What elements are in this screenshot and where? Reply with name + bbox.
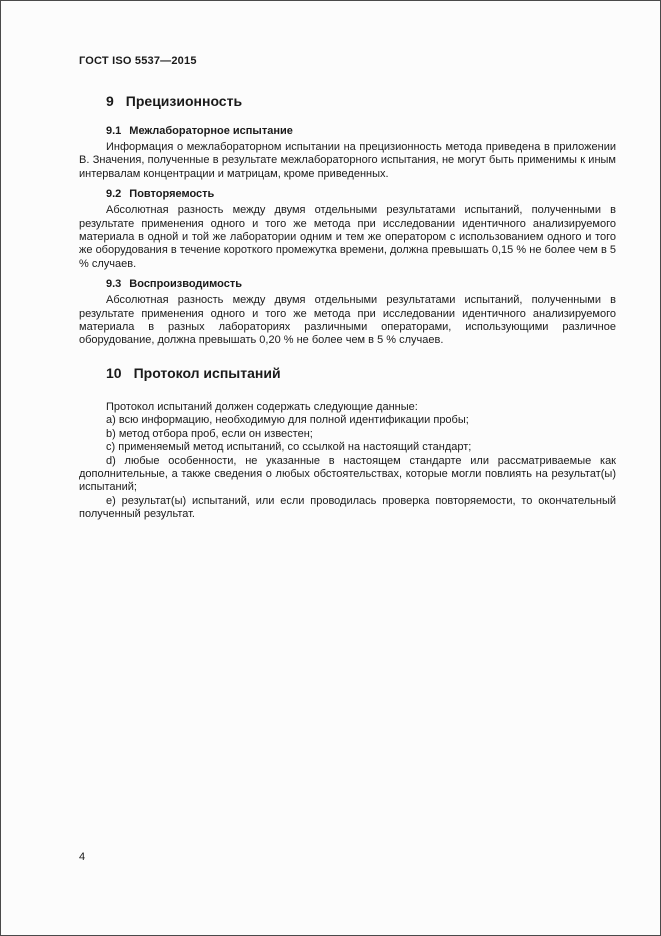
section-10 [79,365,616,522]
section-9-heading [106,93,616,109]
list-item-c-label: c) [106,441,116,454]
subsection-9-2-number: 9.2 [106,188,122,201]
list-item-d-text: любые особенности, не указанные в настоящем стандарте или рассматриваемые как дополнительные, а также сведения о любых обстоятельствах, которые могли повлиять на результат(ы) испытаний; [79,454,616,494]
list-item-b-label: b) [106,427,116,440]
subsection-9-2-heading [106,188,616,200]
list-item-b [79,428,616,441]
subsection-9-2-paragraph: Абсолютная разность между двумя отдельными результатами испытаний, полученными в результате применения одного и того же метода при исследовании идентичного анализируемого материала в одной и той же лаборатории одним и тем же оператором с использованием одного и того же оборудования в течение короткого промежутка времени, должна превышать 0,15 % не более чем в 5 % случаев. [79,204,616,270]
subsection-9-3-heading [106,278,616,290]
subsection-9-2-title: Повторяемость [129,188,215,201]
section-10-title: Протокол испытаний [133,364,281,381]
list-item-d-label: d) [106,454,116,467]
page-content [1,1,660,522]
subsection-9-3-paragraph: Абсолютная разность между двумя отдельными результатами испытаний, полученными в результате применения одного и того же метода при исследовании идентичного анализируемого материала в разных лабораториях различными операторами, использующими различное оборудование, должна превышать 0,20 % не более чем в 5 % случаев. [79,294,616,347]
section-10-heading [106,365,616,381]
list-item-e-text: результат(ы) испытаний, или если проводилась проверка повторяемости, то окончательный полученный результат. [79,494,617,521]
subsection-9-3-number: 9.3 [106,278,122,291]
list-item-a [79,414,616,427]
list-item-c [79,441,616,454]
subsection-9-3-title: Воспроизводимость [129,278,243,291]
section-9-number: 9 [106,93,114,109]
list-item-a-label: a) [106,414,116,427]
subsection-9-1-paragraph: Информация о межлабораторном испытании на прецизионность метода приведена в приложении В. Значения, полученные в результате межлабораторного испытания, не могут быть применимы к иным интервалам концентрации и матрицам, кроме приведенных. [79,141,616,180]
list-item-a-text: всю информацию, необходимую для полной идентификации пробы; [118,414,469,427]
subsection-9-1-number: 9.1 [106,125,122,137]
subsection-9-1-title: Межлабораторное испытание [129,125,293,137]
running-header: ГОСТ ISO 5537—2015 [79,55,197,67]
section-10-number: 10 [106,364,122,381]
page-number: 4 [79,851,86,863]
section-9-title: Прецизионность [125,93,243,109]
list-item-e-label: e) [106,494,116,507]
list-item-e [79,495,616,522]
list-item-c-text: применяемый метод испытаний, со ссылкой на настоящий стандарт; [118,441,472,454]
section-10-intro: Протокол испытаний должен содержать следующие данные: [106,400,418,413]
subsection-9-1-heading [106,125,616,137]
list-item-d [79,455,616,495]
list-item-b-text: метод отбора проб, если он известен; [118,427,313,440]
